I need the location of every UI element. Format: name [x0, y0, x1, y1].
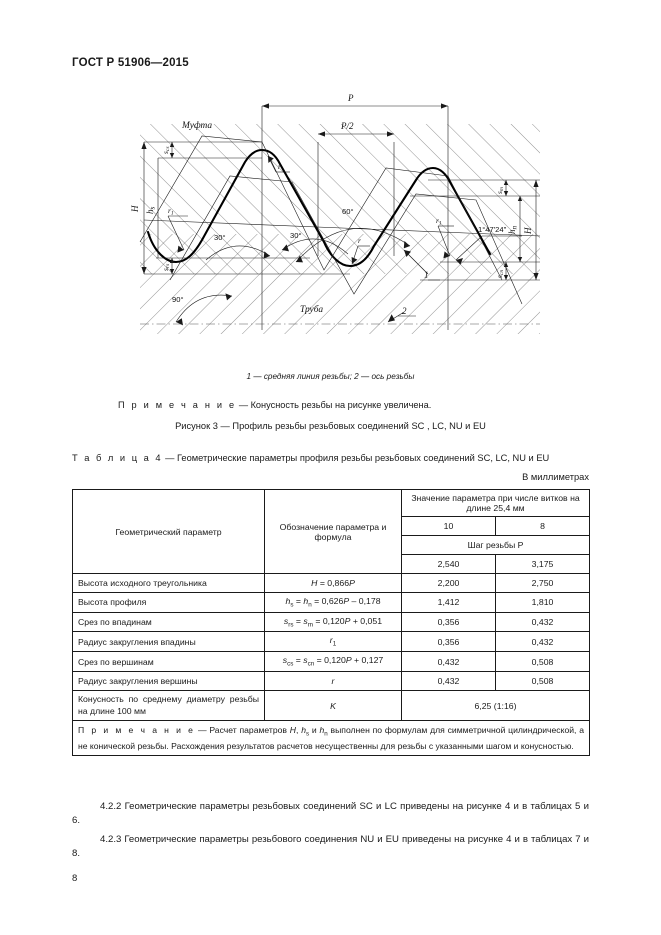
header-designation: Обозначение параметра и формула — [265, 490, 402, 574]
row-formula: K — [265, 690, 402, 720]
header-pitch-value-8: 3,175 — [496, 555, 590, 574]
figure-label-hs: hs — [145, 206, 157, 214]
row-value-8: 0,432 — [496, 632, 590, 652]
row-value-10: 0,432 — [402, 671, 496, 690]
paragraph-4-2-3: 4.2.3 Геометрические параметры резьбового соединения NU и EU приведены на рисунке 4 и в таблицах 7 и 8. — [72, 834, 589, 860]
figure-label-hn: hn — [507, 225, 519, 234]
figure-angle-60: 60° — [342, 207, 354, 216]
table-note-label: П р и м е ч а н и е — [78, 725, 196, 736]
row-param: Конусность по среднему диаметру резьбы на длине 100 мм — [73, 690, 265, 720]
figure-note-label: П р и м е ч а н и е — [118, 400, 237, 410]
row-value-10: 1,412 — [402, 593, 496, 613]
figure-note — [118, 400, 431, 410]
figure-angle-30-right: 30° — [290, 231, 302, 240]
table-4-geometric-parameters — [72, 489, 590, 756]
table-title — [72, 453, 549, 463]
table-header-row-1 — [73, 490, 590, 517]
figure-callout-2: 2 — [402, 306, 407, 316]
row-formula: $r_1$ — [265, 632, 402, 652]
figure-label-srs: srs — [161, 263, 172, 271]
row-param: Срез по вершинам — [73, 652, 265, 672]
row-value-10: 0,356 — [402, 612, 496, 632]
row-value-8: 0,508 — [496, 652, 590, 672]
row-param: Высота исходного треугольника — [73, 574, 265, 593]
row-value-8: 2,750 — [496, 574, 590, 593]
row-param: Срез по впадинам — [73, 612, 265, 632]
table-note-text: — Расчет параметров H, $h_s$ и $h_n$ выполнен по формулам для симметричной цилиндрической, а не конической резьбы. Расхождения результатов расчетов несущественны для резьбы с указанными шагом и конусностью. — [78, 725, 585, 751]
figure-label-pitch: P — [348, 93, 354, 103]
table-title-label: Т а б л и ц а 4 — [72, 453, 163, 463]
table-row — [73, 671, 590, 690]
figure-angle-taper: 1°47'24" — [478, 225, 507, 234]
paragraph-4-2-2: 4.2.2 Геометрические параметры резьбовых соединений SC и LC приведены на рисунке 4 и в таблицах 5 и 6. — [72, 801, 589, 827]
figure-label-r-top: r — [278, 162, 281, 171]
figure-angle-30-left: 30° — [214, 233, 226, 242]
figure-label-r1-right: r1 — [436, 216, 442, 227]
row-formula: H = 0,866P — [265, 574, 402, 593]
figure-label-pipe: Труба — [300, 305, 324, 315]
row-value-span: 6,25 (1:16) — [402, 690, 590, 720]
figure-caption: Рисунок 3 — Профиль резьбы резьбовых соединений SC , LC, NU и EU — [175, 421, 486, 431]
table-units: В миллиметрах — [522, 472, 589, 482]
row-param: Радиус закругления впадины — [73, 632, 265, 652]
row-value-10: 0,432 — [402, 652, 496, 672]
header-param: Геометрический параметр — [73, 490, 265, 574]
row-formula: r — [265, 671, 402, 690]
figure-3-thread-profile — [110, 84, 560, 354]
figure-label-coupling: Муфта — [182, 121, 213, 131]
figure-label-H-right: H — [523, 227, 533, 234]
figure-callout-1: 1 — [424, 270, 429, 280]
row-value-10: 0,356 — [402, 632, 496, 652]
table-row — [73, 690, 590, 720]
table-row — [73, 593, 590, 613]
figure-angle-90: 90° — [172, 295, 184, 304]
table-note — [73, 721, 590, 756]
row-value-10: 2,200 — [402, 574, 496, 593]
row-formula: $s_{cs} = s_{cn} = 0,120P + 0,127$ — [265, 652, 402, 672]
row-param: Высота профиля — [73, 593, 265, 613]
header-pitch-value-10: 2,540 — [402, 555, 496, 574]
page-number: 8 — [72, 873, 78, 884]
row-value-8: 0,432 — [496, 612, 590, 632]
header-value-group: Значение параметра при числе витков на длине 25,4 мм — [402, 490, 590, 517]
table-row — [73, 632, 590, 652]
figure-legend: 1 — средняя линия резьбы; 2 — ось резьбы — [246, 372, 415, 381]
figure-note-text: — Конусность резьбы на рисунке увеличена. — [238, 400, 432, 410]
figure-label-scs: scs — [161, 146, 172, 154]
header-turns-8: 8 — [496, 517, 590, 536]
figure-label-r1-left: r1 — [168, 206, 174, 217]
standard-designation: ГОСТ Р 51906—2015 — [72, 57, 189, 69]
figure-label-sm: sm — [495, 187, 506, 194]
table-row — [73, 574, 590, 593]
figure-label-scn: scn — [495, 269, 506, 278]
figure-label-H-left: H — [130, 205, 140, 212]
header-turns-10: 10 — [402, 517, 496, 536]
row-formula: $s_{rs} = s_m = 0,120P + 0,051$ — [265, 612, 402, 632]
figure-label-half-pitch: P/2 — [341, 121, 354, 131]
header-pitch-label: Шаг резьбы P — [402, 536, 590, 555]
table-row — [73, 652, 590, 672]
table-row — [73, 612, 590, 632]
row-param: Радиус закругления вершины — [73, 671, 265, 690]
row-value-8: 0,508 — [496, 671, 590, 690]
table-title-text: — Геометрические параметры профиля резьбы резьбовых соединений SC, LC, NU и EU — [165, 453, 550, 463]
figure-label-r-bottom: r — [358, 236, 361, 245]
row-value-8: 1,810 — [496, 593, 590, 613]
row-formula: $h_s = h_n = 0,626P - 0,178$ — [265, 593, 402, 613]
table-note-row — [73, 721, 590, 756]
table-body — [73, 574, 590, 756]
